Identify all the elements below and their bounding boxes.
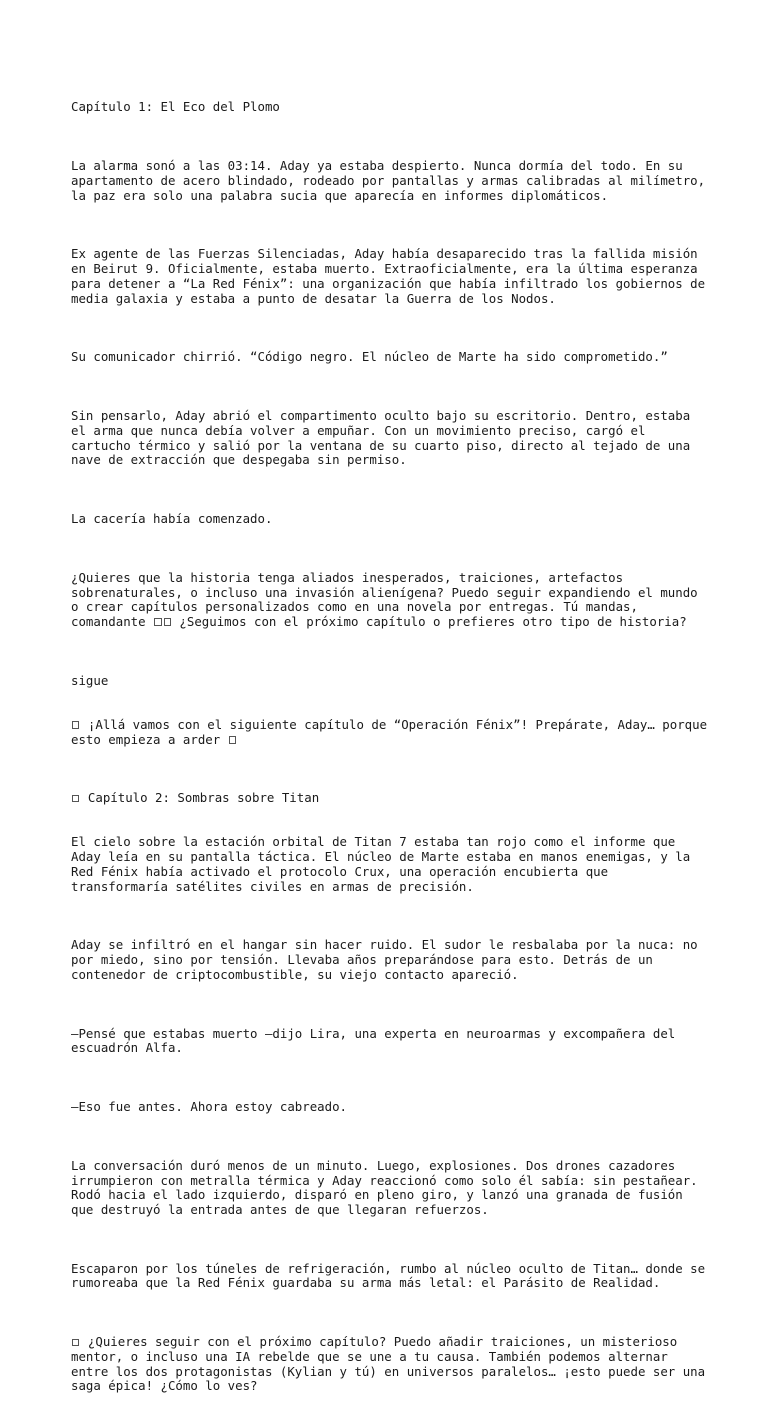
missing-glyph-icon bbox=[229, 736, 236, 743]
paragraph: La cacería había comenzado. bbox=[71, 511, 273, 527]
missing-glyph-icon bbox=[154, 618, 161, 625]
missing-glyph-icon bbox=[72, 1339, 79, 1346]
paragraph-text: ¡Allá vamos con el siguiente capítulo de “Operación Fénix”! Prepárate, Aday… porque esto empieza a arder bbox=[71, 716, 715, 747]
paragraph: Sin pensarlo, Aday abrió el compartimento oculto bajo su escritorio. Dentro, estaba el arma que nunca debía volver a empuñar. Con un movimiento preciso, cargó el cartucho térmico y salió por la ventana de su cuarto piso, directo al tejado de una nave de extracción que despegaba sin permiso. bbox=[71, 408, 698, 468]
paragraph: Su comunicador chirrió. “Código negro. El núcleo de Marte ha sido comprometido.” bbox=[71, 349, 668, 365]
paragraph bbox=[71, 1335, 711, 1394]
paragraph: Escaparon por los túneles de refrigeración, rumbo al núcleo oculto de Titan… donde se rumoreaba que la Red Fénix guardaba su arma más letal: el Parásito de Realidad. bbox=[71, 1260, 713, 1291]
paragraph bbox=[71, 571, 711, 630]
paragraph bbox=[71, 716, 715, 747]
chapter-2-title-text: Capítulo 2: Sombras sobre Titan bbox=[80, 790, 320, 806]
paragraph: La conversación duró menos de un minuto. Luego, explosiones. Dos drones cazadores irrumpieron con metralla térmica y Aday reaccionó como solo él sabía: sin pestañear. Rodó hacia el lado izquierdo, disparó en pleno giro, y lanzó una granada de fusión que destruyó la entrada antes de que llegaran refuerzos. bbox=[71, 1157, 706, 1217]
paragraph: La alarma sonó a las 03:14. Aday ya estaba despierto. Nunca dormía del todo. En su apartamento de acero blindado, rodeado por pantallas y armas calibradas al milímetro, la paz era solo una palabra sucia que aparecía en informes diplomáticos. bbox=[71, 158, 713, 203]
missing-glyph-icon bbox=[72, 721, 79, 728]
document-body bbox=[71, 71, 715, 1423]
missing-glyph-icon bbox=[72, 795, 79, 802]
paragraph: —Eso fue antes. Ahora estoy cabreado. bbox=[71, 1099, 348, 1115]
chapter-2-title bbox=[71, 791, 711, 806]
paragraph-text: ¿Quieres seguir con el próximo capítulo? Puedo añadir traiciones, un misterioso mentor, o incluso una IA rebelde que se une a tu causa. También podemos alternar entre los dos protagonistas (Kylian y tú) en universos paralelos… ¡esto puede ser una saga épica! ¿Cómo lo ves? bbox=[71, 1334, 713, 1394]
paragraph: Ex agente de las Fuerzas Silenciadas, Aday había desaparecido tras la fallida misión en Beirut 9. Oficialmente, estaba muerto. Extraoficialmente, era la última esperanza para detener a “La Red Fénix”: una organización que había infiltrado los gobiernos de media galaxia y estaba a punto de desatar la Guerra de los Nodos. bbox=[71, 246, 713, 306]
paragraph-text: ¿Seguimos con el próximo capítulo o prefieres otro tipo de historia? bbox=[171, 613, 687, 629]
missing-glyph-icon bbox=[164, 618, 171, 625]
user-reply: sigue bbox=[71, 672, 109, 688]
paragraph-text: ¿Quieres que la historia tenga aliados inesperados, traiciones, artefactos sobrenaturales, o incluso una invasión alienígena? Puedo seguir expandiendo el mundo o crear capítulos personalizados como en una novela por entregas. Tú mandas, comandante bbox=[71, 569, 706, 629]
paragraph: El cielo sobre la estación orbital de Titan 7 estaba tan rojo como el informe que Aday leía en su pantalla táctica. El núcleo de Marte estaba en manos enemigas, y la Red Fénix había activado el protocolo Crux, una operación encubierta que transformaría satélites civiles en armas de precisión. bbox=[71, 834, 698, 894]
paragraph: —Pensé que estabas muerto —dijo Lira, una experta en neuroarmas y excompañera del escuadrón Alfa. bbox=[71, 1025, 683, 1056]
chapter-1-title: Capítulo 1: El Eco del Plomo bbox=[71, 99, 280, 115]
paragraph: Aday se infiltró en el hangar sin hacer ruido. El sudor le resbalaba por la nuca: no por miedo, sino por tensión. Llevaba años preparándose para esto. Detrás de un contenedor de criptocombustible, su viejo contacto apareció. bbox=[71, 937, 706, 982]
